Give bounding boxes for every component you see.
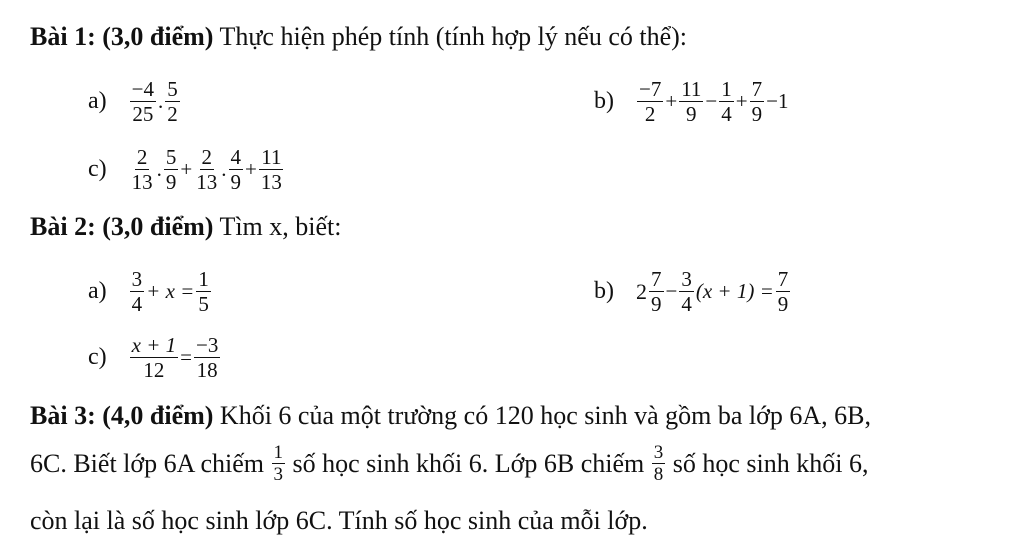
- denominator: 2: [644, 102, 656, 126]
- operator: +: [735, 89, 748, 113]
- operator: =: [180, 345, 192, 369]
- numerator: 4: [230, 145, 241, 169]
- numerator: 3: [131, 267, 143, 291]
- fraction: [679, 78, 703, 125]
- fraction: [130, 146, 155, 193]
- numerator: 3: [681, 267, 692, 291]
- bai1-title: Bài 1: (3,0 điểm): [30, 22, 214, 51]
- bai2-a-expression: [88, 268, 212, 315]
- numerator: 3: [653, 442, 664, 463]
- fraction: [130, 78, 156, 125]
- denominator: 9: [230, 170, 241, 194]
- denominator: 9: [777, 292, 789, 316]
- numerator: 7: [751, 77, 763, 101]
- denominator: 3: [273, 464, 284, 485]
- denominator: 12: [143, 358, 165, 382]
- numerator: −3: [196, 333, 219, 357]
- bai3-line1-text: Khối 6 của một trường có 120 học sinh và gồm ba lớp 6A, 6B,: [213, 401, 871, 430]
- bai1-c-expression: [88, 146, 285, 193]
- denominator: 18: [196, 358, 218, 382]
- bai2-title: Bài 2: (3,0 điểm): [30, 212, 214, 241]
- fraction: [272, 443, 286, 484]
- numerator: 1: [198, 267, 209, 291]
- denominator: 13: [131, 170, 153, 194]
- denominator: 9: [686, 102, 697, 126]
- numerator: 11: [261, 145, 282, 169]
- bai2-heading: [30, 212, 342, 242]
- fraction: [649, 268, 664, 315]
- bai1-a-label: a): [88, 88, 107, 114]
- numerator: −7: [639, 77, 662, 101]
- fraction: [130, 268, 145, 315]
- numerator: 1: [721, 77, 732, 101]
- fraction: [719, 78, 734, 125]
- bai1-desc: Thực hiện phép tính (tính hợp lý nếu có thể):: [213, 22, 688, 51]
- fraction: [259, 146, 284, 193]
- operator: −: [665, 279, 678, 303]
- fraction: [637, 78, 663, 125]
- bai1-heading: [30, 22, 687, 52]
- denominator: 13: [260, 170, 282, 194]
- bai2-c-expression: [88, 334, 221, 381]
- operator: + x =: [146, 279, 195, 303]
- bai2-c-label: c): [88, 344, 107, 370]
- denominator: 4: [681, 292, 692, 316]
- bai3-line2: [30, 443, 868, 484]
- bai2-b-label: b): [594, 278, 614, 304]
- denominator: 9: [751, 102, 763, 126]
- bai1-b-label: b): [594, 88, 614, 114]
- numerator: x + 1: [131, 333, 177, 357]
- operator: −: [705, 89, 718, 113]
- operator: +: [245, 157, 257, 181]
- operator: .: [158, 89, 164, 113]
- denominator: 13: [196, 170, 218, 194]
- operator: .: [156, 157, 162, 181]
- fraction: [194, 146, 219, 193]
- numerator: 7: [777, 267, 789, 291]
- bai3-title: Bài 3: (4,0 điểm): [30, 401, 214, 430]
- operator: +: [665, 89, 678, 113]
- bai2-desc: Tìm x, biết:: [213, 212, 342, 241]
- bai3-line1: [30, 401, 871, 431]
- operator: −1: [766, 89, 789, 113]
- bai2-a-label: a): [88, 278, 107, 304]
- fraction: [130, 334, 179, 381]
- bai2-b-expression: [594, 268, 791, 315]
- bai1-c-label: c): [88, 156, 107, 182]
- denominator: 25: [132, 102, 154, 126]
- numerator: 5: [167, 77, 178, 101]
- fraction: [229, 146, 244, 193]
- fraction: [196, 268, 211, 315]
- numerator: 11: [681, 77, 702, 101]
- operator: (x + 1) =: [695, 279, 774, 303]
- numerator: 5: [165, 145, 177, 169]
- bai3-line2-text-b: số học sinh khối 6. Lớp 6B chiếm: [286, 448, 651, 478]
- fraction: [652, 443, 666, 484]
- mixed-number-integer: 2: [636, 278, 647, 304]
- fraction: [679, 268, 694, 315]
- fraction: [750, 78, 765, 125]
- numerator: 2: [201, 145, 212, 169]
- denominator: 4: [721, 102, 732, 126]
- operator: +: [180, 157, 193, 181]
- fraction: [164, 146, 179, 193]
- bai3-line2-text-a: 6C. Biết lớp 6A chiếm: [30, 448, 271, 478]
- operator: .: [221, 157, 227, 181]
- bai3-line3: [30, 506, 648, 536]
- bai3-line2-text-c: số học sinh khối 6,: [666, 448, 869, 478]
- fraction: [194, 334, 220, 381]
- numerator: −4: [131, 77, 154, 101]
- numerator: 2: [136, 145, 148, 169]
- denominator: 9: [165, 170, 177, 194]
- numerator: 1: [273, 442, 284, 463]
- fraction: [776, 268, 791, 315]
- numerator: 7: [651, 267, 662, 291]
- denominator: 8: [653, 464, 664, 485]
- denominator: 2: [167, 102, 178, 126]
- fraction: [165, 78, 180, 125]
- denominator: 4: [131, 292, 143, 316]
- denominator: 9: [651, 292, 662, 316]
- bai3-line3-text: còn lại là số học sinh lớp 6C. Tính số học sinh của mỗi lớp.: [30, 506, 648, 535]
- bai1-a-expression: [88, 78, 181, 125]
- denominator: 5: [198, 292, 209, 316]
- bai1-b-expression: [594, 78, 789, 125]
